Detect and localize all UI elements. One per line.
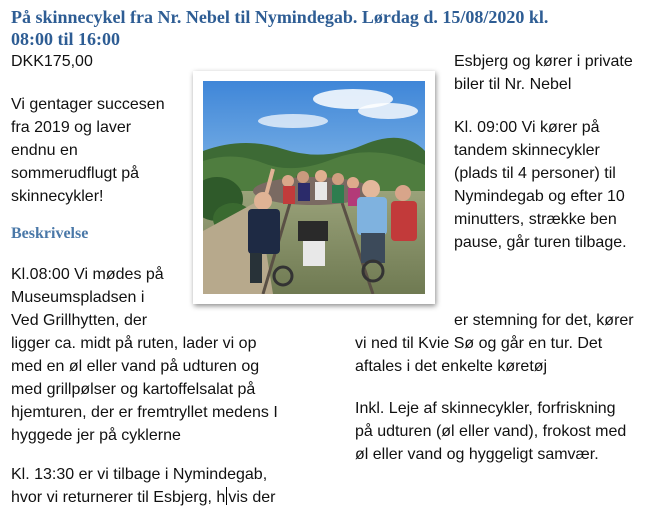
intro-line: Vi gentager succesen: [11, 96, 165, 113]
left-text-line: hjemturen, der er fremtryllet medens I: [11, 404, 278, 421]
left-text-line: ligger ca. midt på ruten, lader vi op: [11, 335, 257, 352]
right-text-line: Esbjerg og kører i private: [454, 53, 633, 70]
text-after-cursor: vis der: [228, 489, 276, 506]
left-text-line: Ved Grillhytten, der: [11, 312, 148, 329]
event-title-line-2: 08:00 til 16:00: [11, 29, 120, 49]
intro-line: fra 2019 og laver: [11, 119, 132, 136]
text-before-cursor: hvor vi returnerer til Esbjerg, h: [11, 489, 226, 506]
left-text-line: hyggede jer på cyklerne: [11, 427, 181, 444]
right-text-line: på udturen (øl eller vand), frokost med: [355, 423, 627, 440]
right-text-line: pause, går turen tilbage.: [454, 234, 627, 251]
right-text-line: er stemning for det, kører: [454, 312, 634, 329]
event-title: [11, 6, 651, 50]
right-text-line: øl eller vand og hyggeligt samvær.: [355, 446, 599, 463]
right-text-line: minutters, strække ben: [454, 211, 617, 228]
left-text-line-with-cursor[interactable]: [11, 486, 275, 509]
right-text-line: aftales i det enkelte køretøj: [355, 358, 548, 375]
right-text-line: tandem skinnecykler: [454, 142, 600, 159]
price-text: DKK175,00: [11, 53, 93, 70]
intro-line: skinnecykler!: [11, 188, 104, 205]
left-text-line: Kl.08:00 Vi mødes på: [11, 266, 164, 283]
rail-bike-photo[interactable]: [193, 71, 435, 304]
right-text-line: biler til Nr. Nebel: [454, 76, 572, 93]
left-text-line: med grillpølser og kartoffelsalat på: [11, 381, 256, 398]
right-text-line: Kl. 09:00 Vi kører på: [454, 119, 600, 136]
left-text-line: Kl. 13:30 er vi tilbage i Nymindegab,: [11, 466, 268, 483]
left-text-line: Museumspladsen i: [11, 289, 145, 306]
right-text-line: Nymindegab og efter 10: [454, 188, 625, 205]
description-heading: Beskrivelse: [11, 225, 89, 242]
intro-line: sommerudflugt på: [11, 165, 140, 182]
right-text-line: vi ned til Kvie Sø og går en tur. Det: [355, 335, 603, 352]
right-text-line: Inkl. Leje af skinnecykler, forfriskning: [355, 400, 616, 417]
left-text-line: med en øl eller vand på udturen og: [11, 358, 260, 375]
event-title-line-1: På skinnecykel fra Nr. Nebel til Nymindegab. Lørdag d. 15/08/2020 kl.: [11, 7, 549, 27]
rail-bike-photo-image: [203, 81, 425, 294]
right-text-line: (plads til 4 personer) til: [454, 165, 616, 182]
intro-line: endnu en: [11, 142, 78, 159]
